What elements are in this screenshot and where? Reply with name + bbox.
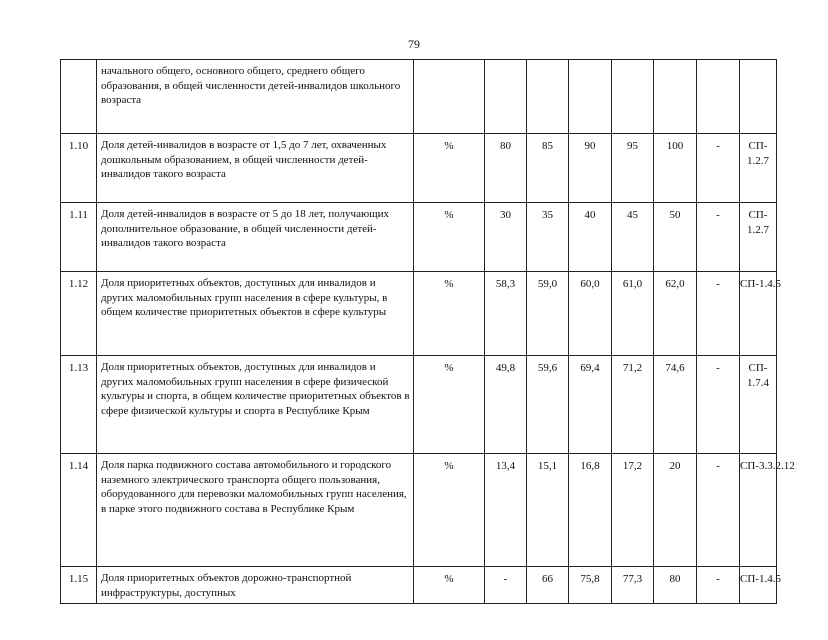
unit-cell: %: [414, 203, 485, 271]
value-cell: 75,8: [569, 567, 612, 603]
table-row: [61, 567, 781, 604]
table-row: [61, 203, 777, 272]
source-cell: СП- 1.7.4: [740, 356, 777, 453]
value-cell: 59,6: [527, 356, 569, 453]
source-cell: СП- 1.2.7: [740, 203, 777, 271]
value-cell: 20: [654, 454, 697, 566]
indicators-table: [60, 59, 795, 604]
value-cell: 13,4: [485, 454, 527, 566]
value-cell: -: [697, 272, 740, 355]
value-cell: [654, 60, 697, 133]
value-cell: -: [697, 567, 740, 603]
table-row: [61, 356, 777, 454]
table-row: [61, 60, 777, 134]
indicator-name: Доля приоритетных объектов, доступных для инвалидов и других маломобильных групп населения в сфере физической культуры и спорта, в общем количестве приоритетных объектов в сфере физической культуры и спорта в Республике Крым: [97, 356, 414, 453]
source-cell: СП-1.4.5: [740, 567, 777, 603]
indicator-name: Доля парка подвижного состава автомобильного и городского наземного электрического транспорта общего пользования, оборудованного для перевозки маломобильных групп населения, в парке этого подвижного состава в Республике Крым: [97, 454, 414, 566]
unit-cell: %: [414, 272, 485, 355]
row-number: 1.11: [61, 203, 97, 271]
value-cell: 15,1: [527, 454, 569, 566]
value-cell: [485, 60, 527, 133]
value-cell: 74,6: [654, 356, 697, 453]
source-cell: [740, 60, 777, 133]
value-cell: -: [697, 134, 740, 202]
unit-cell: %: [414, 567, 485, 603]
value-cell: 80: [654, 567, 697, 603]
value-cell: 85: [527, 134, 569, 202]
table-row: [61, 272, 781, 356]
value-cell: 30: [485, 203, 527, 271]
indicator-name: Доля приоритетных объектов дорожно-транспортной инфраструктуры, доступных: [97, 567, 414, 603]
unit-cell: %: [414, 356, 485, 453]
value-cell: -: [485, 567, 527, 603]
value-cell: [697, 60, 740, 133]
indicator-name: Доля детей-инвалидов в возрасте от 1,5 до 7 лет, охваченных дошкольным образованием, в общей численности детей-инвалидов такого возраста: [97, 134, 414, 202]
unit-cell: [414, 60, 485, 133]
indicator-name: Доля детей-инвалидов в возрасте от 5 до 18 лет, получающих дополнительное образование, в общей численности детей-инвалидов такого возраста: [97, 203, 414, 271]
row-number: 1.15: [61, 567, 97, 603]
value-cell: 95: [612, 134, 654, 202]
value-cell: [527, 60, 569, 133]
value-cell: 71,2: [612, 356, 654, 453]
value-cell: 66: [527, 567, 569, 603]
value-cell: 17,2: [612, 454, 654, 566]
value-cell: 50: [654, 203, 697, 271]
value-cell: 59,0: [527, 272, 569, 355]
value-cell: 100: [654, 134, 697, 202]
value-cell: -: [697, 203, 740, 271]
value-cell: -: [697, 356, 740, 453]
unit-cell: %: [414, 134, 485, 202]
value-cell: 40: [569, 203, 612, 271]
source-cell: СП-3.3.2.12: [740, 454, 777, 566]
value-cell: [612, 60, 654, 133]
value-cell: 45: [612, 203, 654, 271]
table-row: [61, 134, 777, 203]
table-row: [61, 454, 795, 567]
value-cell: 35: [527, 203, 569, 271]
indicator-name: Доля приоритетных объектов, доступных для инвалидов и других маломобильных групп населения в сфере культуры, в общем количестве приоритетных объектов в сфере культуры: [97, 272, 414, 355]
value-cell: 61,0: [612, 272, 654, 355]
value-cell: 90: [569, 134, 612, 202]
value-cell: 49,8: [485, 356, 527, 453]
value-cell: -: [697, 454, 740, 566]
page-number: 79: [408, 37, 420, 51]
unit-cell: %: [414, 454, 485, 566]
row-number: 1.14: [61, 454, 97, 566]
value-cell: 62,0: [654, 272, 697, 355]
row-number: [61, 60, 97, 133]
value-cell: 80: [485, 134, 527, 202]
value-cell: 60,0: [569, 272, 612, 355]
value-cell: [569, 60, 612, 133]
row-number: 1.13: [61, 356, 97, 453]
indicator-name: начального общего, основного общего, среднего общего образования, в общей численности детей-инвалидов школьного возраста: [97, 60, 414, 133]
value-cell: 58,3: [485, 272, 527, 355]
value-cell: 77,3: [612, 567, 654, 603]
row-number: 1.10: [61, 134, 97, 202]
value-cell: 69,4: [569, 356, 612, 453]
value-cell: 16,8: [569, 454, 612, 566]
row-number: 1.12: [61, 272, 97, 355]
source-cell: СП-1.4.5: [740, 272, 777, 355]
source-cell: СП- 1.2.7: [740, 134, 777, 202]
